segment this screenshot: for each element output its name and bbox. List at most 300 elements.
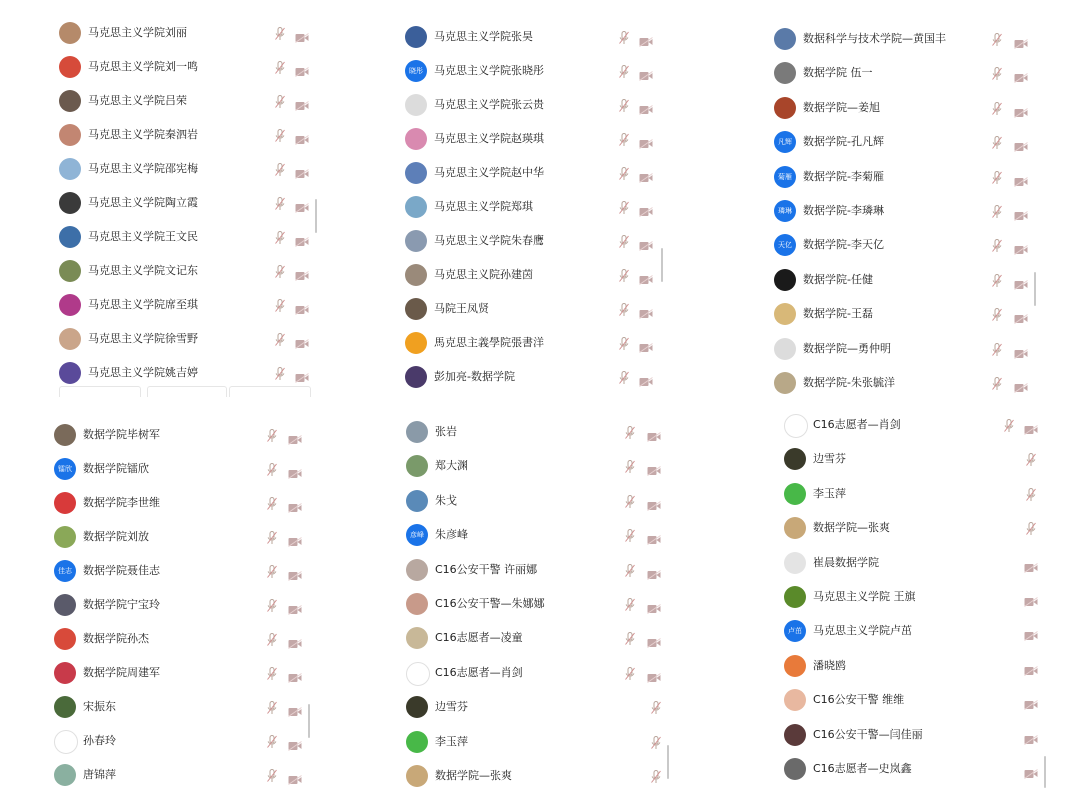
avatar xyxy=(54,560,76,582)
avatar xyxy=(59,90,81,112)
avatar xyxy=(774,269,796,291)
camera-off-icon[interactable] xyxy=(1024,626,1038,636)
participant-row[interactable] xyxy=(774,160,1036,194)
avatar xyxy=(54,492,76,514)
mic-muted-icon[interactable] xyxy=(267,632,277,646)
camera-off-icon[interactable] xyxy=(288,770,302,780)
scrollbar[interactable] xyxy=(1034,272,1036,306)
participant-row[interactable] xyxy=(59,220,319,254)
participant-row[interactable] xyxy=(784,683,1048,717)
camera-off-icon[interactable] xyxy=(1014,309,1028,319)
avatar xyxy=(54,594,76,616)
participant-row[interactable] xyxy=(784,718,1048,752)
participant-row[interactable] xyxy=(405,122,665,156)
mic-muted-icon[interactable] xyxy=(992,376,1002,390)
mic-muted-icon[interactable] xyxy=(625,528,635,542)
participant-row[interactable] xyxy=(54,758,314,792)
camera-off-icon[interactable] xyxy=(1014,378,1028,388)
participant-row[interactable] xyxy=(59,288,319,322)
participant-row[interactable] xyxy=(54,486,314,520)
mic-muted-icon[interactable] xyxy=(992,342,1002,356)
camera-off-icon[interactable] xyxy=(647,668,661,678)
avatar xyxy=(54,526,76,548)
mic-muted-icon[interactable] xyxy=(1026,487,1036,501)
camera-off-icon[interactable] xyxy=(295,96,309,106)
avatar xyxy=(406,421,428,443)
mic-muted-icon[interactable] xyxy=(619,200,629,214)
participant-row[interactable] xyxy=(59,50,319,84)
camera-off-icon[interactable] xyxy=(295,232,309,242)
participant-name: 数据学院—张爽 xyxy=(435,769,512,782)
participant-row[interactable] xyxy=(54,554,314,588)
camera-off-icon[interactable] xyxy=(288,430,302,440)
participant-row[interactable] xyxy=(59,118,319,152)
camera-off-icon[interactable] xyxy=(288,668,302,678)
avatar xyxy=(405,196,427,218)
mic-muted-icon[interactable] xyxy=(275,26,285,40)
mic-muted-icon[interactable] xyxy=(619,166,629,180)
mic-muted-icon[interactable] xyxy=(275,128,285,142)
participant-row[interactable] xyxy=(774,125,1036,159)
mic-muted-icon[interactable] xyxy=(267,462,277,476)
mic-muted-icon[interactable] xyxy=(1004,418,1014,432)
mic-muted-icon[interactable] xyxy=(992,66,1002,80)
camera-off-icon[interactable] xyxy=(647,530,661,540)
participant-row[interactable] xyxy=(406,553,670,587)
participant-name: 马克思主义学院卢茁 xyxy=(813,624,912,638)
participant-row[interactable] xyxy=(405,190,665,224)
participant-row[interactable] xyxy=(405,88,665,122)
avatar xyxy=(784,724,806,746)
mic-muted-icon[interactable] xyxy=(1026,521,1036,535)
participant-name: C16志愿者—肖剑 xyxy=(813,418,901,431)
participant-row[interactable] xyxy=(406,587,670,621)
participant-name: 李玉萍 xyxy=(435,734,468,748)
avatar-initials: 凡辉 xyxy=(778,138,792,147)
participant-name: 数据学院—张爽 xyxy=(813,521,890,535)
camera-off-icon[interactable] xyxy=(288,736,302,746)
mic-muted-icon[interactable] xyxy=(267,496,277,510)
camera-off-icon[interactable] xyxy=(288,600,302,610)
camera-off-icon[interactable] xyxy=(295,300,309,310)
avatar xyxy=(59,56,81,78)
participant-name: 数据学院-朱张毓洋 xyxy=(803,376,895,389)
avatar xyxy=(405,26,427,48)
camera-off-icon[interactable] xyxy=(647,496,661,506)
participant-name: C16公安干警 许丽娜 xyxy=(435,562,538,576)
participant-row[interactable] xyxy=(54,418,314,452)
avatar xyxy=(406,731,428,753)
participant-row[interactable] xyxy=(774,91,1036,125)
scrollbar[interactable] xyxy=(1044,756,1046,788)
camera-off-icon[interactable] xyxy=(295,368,309,378)
mic-muted-icon[interactable] xyxy=(992,238,1002,252)
participant-row[interactable] xyxy=(784,408,1048,442)
participant-name: 宋振东 xyxy=(83,700,116,713)
participant-name: 马克思主义学院张昊 xyxy=(434,30,533,43)
avatar-initials: 菊雁 xyxy=(778,172,792,181)
participant-row[interactable] xyxy=(59,356,319,390)
avatar xyxy=(59,22,81,44)
avatar xyxy=(54,628,76,650)
participant-row[interactable] xyxy=(774,366,1036,400)
mic-muted-icon[interactable] xyxy=(275,230,285,244)
participant-panel-4 xyxy=(54,418,314,790)
mic-muted-icon[interactable] xyxy=(625,597,635,611)
camera-off-icon[interactable] xyxy=(1014,68,1028,78)
avatar xyxy=(784,448,806,470)
camera-off-icon[interactable] xyxy=(647,427,661,437)
camera-off-icon[interactable] xyxy=(295,164,309,174)
mic-muted-icon[interactable] xyxy=(992,135,1002,149)
participant-name: C16志愿者—史岚鑫 xyxy=(813,762,912,775)
participant-row[interactable] xyxy=(406,449,670,483)
camera-off-icon[interactable] xyxy=(1014,172,1028,182)
camera-off-icon[interactable] xyxy=(288,464,302,474)
scrollbar[interactable] xyxy=(661,248,663,282)
avatar xyxy=(406,696,428,718)
mic-muted-icon[interactable] xyxy=(267,734,277,748)
camera-off-icon[interactable] xyxy=(1024,592,1038,602)
camera-off-icon[interactable] xyxy=(639,338,653,348)
participant-name: 张岩 xyxy=(435,425,457,438)
participant-name: 马克思主义学院张云贵 xyxy=(434,98,544,111)
participant-panel-1 xyxy=(59,16,319,396)
camera-off-icon[interactable] xyxy=(647,565,661,575)
mic-muted-icon[interactable] xyxy=(625,494,635,508)
camera-off-icon[interactable] xyxy=(1024,420,1038,430)
participant-row[interactable] xyxy=(59,152,319,186)
participant-name: 数据学院李世维 xyxy=(83,496,160,509)
participant-name: 马克思主义学院文记东 xyxy=(88,264,198,277)
avatar xyxy=(774,372,796,394)
mic-muted-icon[interactable] xyxy=(275,162,285,176)
mic-muted-icon[interactable] xyxy=(651,735,661,749)
avatar xyxy=(784,758,806,780)
camera-off-icon[interactable] xyxy=(295,334,309,344)
avatar xyxy=(774,303,796,325)
participant-name: 马克思主义学院席至琪 xyxy=(88,298,198,311)
scrollbar[interactable] xyxy=(667,745,669,779)
participant-row[interactable] xyxy=(54,452,314,486)
participant-name: 数据学院毕树军 xyxy=(83,428,160,441)
participant-name: 马克思主义学院赵瑛琪 xyxy=(434,132,544,145)
camera-off-icon[interactable] xyxy=(295,62,309,72)
camera-off-icon[interactable] xyxy=(639,168,653,178)
camera-off-icon[interactable] xyxy=(295,266,309,276)
participant-name: 数据学院-李璘琳 xyxy=(803,204,884,217)
avatar xyxy=(59,226,81,248)
avatar xyxy=(59,362,81,384)
participant-row[interactable] xyxy=(54,520,314,554)
camera-off-icon[interactable] xyxy=(1014,240,1028,250)
avatar xyxy=(774,234,796,256)
camera-off-icon[interactable] xyxy=(1014,206,1028,216)
avatar xyxy=(406,593,428,615)
mic-muted-icon[interactable] xyxy=(625,425,635,439)
avatar xyxy=(59,294,81,316)
participant-row[interactable] xyxy=(774,263,1036,297)
camera-off-icon[interactable] xyxy=(295,198,309,208)
avatar xyxy=(406,524,428,546)
avatar xyxy=(54,458,76,480)
participant-row[interactable] xyxy=(406,415,670,449)
avatar xyxy=(774,166,796,188)
camera-off-icon[interactable] xyxy=(1014,344,1028,354)
avatar xyxy=(54,730,78,754)
avatar xyxy=(406,455,428,477)
mic-muted-icon[interactable] xyxy=(992,273,1002,287)
participant-name: 数据学院 伍一 xyxy=(803,66,873,80)
mic-muted-icon[interactable] xyxy=(651,700,661,714)
participant-row[interactable] xyxy=(405,20,665,54)
camera-off-icon[interactable] xyxy=(639,372,653,382)
avatar xyxy=(405,60,427,82)
mic-muted-icon[interactable] xyxy=(992,32,1002,46)
camera-off-icon[interactable] xyxy=(639,202,653,212)
participant-name: 数据学院-孔凡辉 xyxy=(803,135,884,149)
mic-muted-icon[interactable] xyxy=(625,563,635,577)
mic-muted-icon[interactable] xyxy=(625,631,635,645)
mic-muted-icon[interactable] xyxy=(651,769,661,783)
avatar xyxy=(784,586,806,608)
camera-off-icon[interactable] xyxy=(639,66,653,76)
participant-row[interactable] xyxy=(784,442,1048,476)
mic-muted-icon[interactable] xyxy=(619,98,629,112)
mic-muted-icon[interactable] xyxy=(267,530,277,544)
participant-name: 马克思主义学院郑琪 xyxy=(434,200,533,213)
participant-name: 数据学院-李天亿 xyxy=(803,238,884,252)
participant-row[interactable] xyxy=(774,22,1036,56)
participant-name: 马院王凤贤 xyxy=(434,302,489,315)
camera-off-icon[interactable] xyxy=(1024,764,1038,774)
camera-off-icon[interactable] xyxy=(1024,558,1038,568)
mic-muted-icon[interactable] xyxy=(619,302,629,316)
participant-name: 马克思主义学院秦泗岩 xyxy=(88,128,198,141)
camera-off-icon[interactable] xyxy=(288,532,302,542)
participant-name: 马克思主义院孙建茵 xyxy=(434,268,533,281)
mic-muted-icon[interactable] xyxy=(275,94,285,108)
participant-row[interactable] xyxy=(784,546,1048,580)
avatar xyxy=(406,662,430,686)
participant-row[interactable] xyxy=(774,228,1036,262)
panel-tab-edge xyxy=(229,386,311,397)
mic-muted-icon[interactable] xyxy=(619,64,629,78)
mic-muted-icon[interactable] xyxy=(992,204,1002,218)
participant-name: 马克思主义学院刘丽 xyxy=(88,26,187,39)
mic-muted-icon[interactable] xyxy=(275,264,285,278)
participant-row[interactable] xyxy=(59,322,319,356)
participant-row[interactable] xyxy=(405,360,665,394)
participant-row[interactable] xyxy=(406,690,670,724)
mic-muted-icon[interactable] xyxy=(992,101,1002,115)
avatar xyxy=(774,62,796,84)
participant-row[interactable] xyxy=(54,656,314,690)
camera-off-icon[interactable] xyxy=(1014,137,1028,147)
mic-muted-icon[interactable] xyxy=(267,700,277,714)
participant-row[interactable] xyxy=(54,622,314,656)
mic-muted-icon[interactable] xyxy=(992,307,1002,321)
mic-muted-icon[interactable] xyxy=(267,666,277,680)
participant-name: 数据学院刘放 xyxy=(83,530,149,543)
participant-row[interactable] xyxy=(59,254,319,288)
participant-name: 马克思主义学院吕荣 xyxy=(88,94,187,107)
participant-name: C16志愿者—凌童 xyxy=(435,631,523,645)
camera-off-icon[interactable] xyxy=(639,134,653,144)
participant-name: 数据学院—姜旭 xyxy=(803,100,880,114)
participant-name: 数据科学与技术学院—黄国丰 xyxy=(803,32,946,45)
participant-row[interactable] xyxy=(405,54,665,88)
camera-off-icon[interactable] xyxy=(639,100,653,110)
participant-row[interactable] xyxy=(405,326,665,360)
participant-row[interactable] xyxy=(784,580,1048,614)
participant-name: 数据学院-任健 xyxy=(803,272,873,286)
mic-muted-icon[interactable] xyxy=(275,332,285,346)
camera-off-icon[interactable] xyxy=(639,32,653,42)
mic-muted-icon[interactable] xyxy=(619,336,629,350)
participant-row[interactable] xyxy=(784,649,1048,683)
scrollbar[interactable] xyxy=(315,199,317,233)
participant-panel-2 xyxy=(405,20,665,392)
participant-panel-6 xyxy=(784,408,1048,788)
participant-name: 数据学院-李菊雁 xyxy=(803,169,884,183)
avatar xyxy=(406,490,428,512)
participant-row[interactable] xyxy=(784,614,1048,648)
participant-row[interactable] xyxy=(784,477,1048,511)
participant-row[interactable] xyxy=(406,621,670,655)
participant-name: 边雪芬 xyxy=(435,700,468,714)
mic-muted-icon[interactable] xyxy=(619,30,629,44)
avatar-initials: 天亿 xyxy=(778,241,792,250)
participant-row[interactable] xyxy=(59,16,319,50)
camera-off-icon[interactable] xyxy=(639,304,653,314)
participant-name: 郑大渊 xyxy=(435,459,468,473)
participant-row[interactable] xyxy=(784,752,1048,786)
participant-name: 馬克思主義學院張書洋 xyxy=(434,336,544,349)
participant-row[interactable] xyxy=(405,156,665,190)
participant-row[interactable] xyxy=(406,656,670,690)
camera-off-icon[interactable] xyxy=(288,566,302,576)
participant-row[interactable] xyxy=(54,588,314,622)
participant-name: 朱戈 xyxy=(435,493,457,507)
camera-off-icon[interactable] xyxy=(639,270,653,280)
avatar xyxy=(405,230,427,252)
mic-muted-icon[interactable] xyxy=(619,132,629,146)
participant-row[interactable] xyxy=(406,518,670,552)
mic-muted-icon[interactable] xyxy=(1026,452,1036,466)
mic-muted-icon[interactable] xyxy=(275,60,285,74)
participant-row[interactable] xyxy=(54,724,314,758)
participant-row[interactable] xyxy=(59,186,319,220)
camera-off-icon[interactable] xyxy=(295,130,309,140)
camera-off-icon[interactable] xyxy=(647,461,661,471)
participant-panel-5 xyxy=(406,415,670,795)
participant-row[interactable] xyxy=(405,224,665,258)
mic-muted-icon[interactable] xyxy=(267,564,277,578)
participant-row[interactable] xyxy=(405,292,665,326)
avatar xyxy=(405,366,427,388)
participant-name: 马克思主义学院赵中华 xyxy=(434,166,544,179)
participant-name: 马克思主义学院 王旗 xyxy=(813,590,916,603)
mic-muted-icon[interactable] xyxy=(619,268,629,282)
camera-off-icon[interactable] xyxy=(647,599,661,609)
mic-muted-icon[interactable] xyxy=(275,298,285,312)
participant-row[interactable] xyxy=(405,258,665,292)
avatar-initials: 璘琳 xyxy=(778,207,792,215)
participant-row[interactable] xyxy=(54,690,314,724)
avatar-initials: 彦峰 xyxy=(410,531,424,540)
mic-muted-icon[interactable] xyxy=(625,666,635,680)
camera-off-icon[interactable] xyxy=(295,28,309,38)
participant-row[interactable] xyxy=(406,759,670,793)
participant-name: 数据学院孙杰 xyxy=(83,632,149,645)
avatar xyxy=(774,28,796,50)
participant-row[interactable] xyxy=(406,725,670,759)
avatar xyxy=(784,483,806,505)
mic-muted-icon[interactable] xyxy=(992,170,1002,184)
mic-muted-icon[interactable] xyxy=(625,459,635,473)
avatar xyxy=(405,162,427,184)
participant-row[interactable] xyxy=(774,194,1036,228)
mic-muted-icon[interactable] xyxy=(619,234,629,248)
camera-off-icon[interactable] xyxy=(288,634,302,644)
participant-name: 边雪芬 xyxy=(813,452,846,466)
avatar xyxy=(54,764,76,786)
mic-muted-icon[interactable] xyxy=(267,768,277,782)
participant-name: 马克思主义学院朱春鹰 xyxy=(434,234,544,247)
avatar xyxy=(774,131,796,153)
mic-muted-icon[interactable] xyxy=(619,370,629,384)
camera-off-icon[interactable] xyxy=(647,633,661,643)
avatar xyxy=(59,260,81,282)
avatar xyxy=(405,332,427,354)
participant-row[interactable] xyxy=(59,84,319,118)
avatar xyxy=(54,662,76,684)
mic-muted-icon[interactable] xyxy=(267,428,277,442)
avatar xyxy=(405,264,427,286)
avatar xyxy=(405,128,427,150)
camera-off-icon[interactable] xyxy=(1014,275,1028,285)
participant-name: 马克思主义学院陶立霞 xyxy=(88,196,198,209)
avatar-initials: 佳志 xyxy=(58,567,72,575)
camera-off-icon[interactable] xyxy=(1024,695,1038,705)
avatar-initials: 卢茁 xyxy=(788,627,802,636)
mic-muted-icon[interactable] xyxy=(275,366,285,380)
participant-row[interactable] xyxy=(774,297,1036,331)
scrollbar[interactable] xyxy=(308,704,310,738)
mic-muted-icon[interactable] xyxy=(275,196,285,210)
avatar-initials: 晓彤 xyxy=(409,67,423,75)
camera-off-icon[interactable] xyxy=(1014,103,1028,113)
avatar xyxy=(784,655,806,677)
participant-row[interactable] xyxy=(406,484,670,518)
participant-row[interactable] xyxy=(784,511,1048,545)
camera-off-icon[interactable] xyxy=(288,702,302,712)
camera-off-icon[interactable] xyxy=(288,498,302,508)
participant-name: 唐锦萍 xyxy=(83,768,116,781)
participant-name: 孙春玲 xyxy=(83,734,116,747)
participant-name: 马克思主义学院刘一鸣 xyxy=(88,60,198,73)
participant-name: 马克思主义学院徐雪野 xyxy=(88,332,198,345)
camera-off-icon[interactable] xyxy=(1024,661,1038,671)
camera-off-icon[interactable] xyxy=(1024,730,1038,740)
mic-muted-icon[interactable] xyxy=(267,598,277,612)
camera-off-icon[interactable] xyxy=(639,236,653,246)
participant-row[interactable] xyxy=(774,332,1036,366)
participant-row[interactable] xyxy=(774,56,1036,90)
camera-off-icon[interactable] xyxy=(1014,34,1028,44)
participant-name: 马克思主义学院姚吉婷 xyxy=(88,366,198,379)
